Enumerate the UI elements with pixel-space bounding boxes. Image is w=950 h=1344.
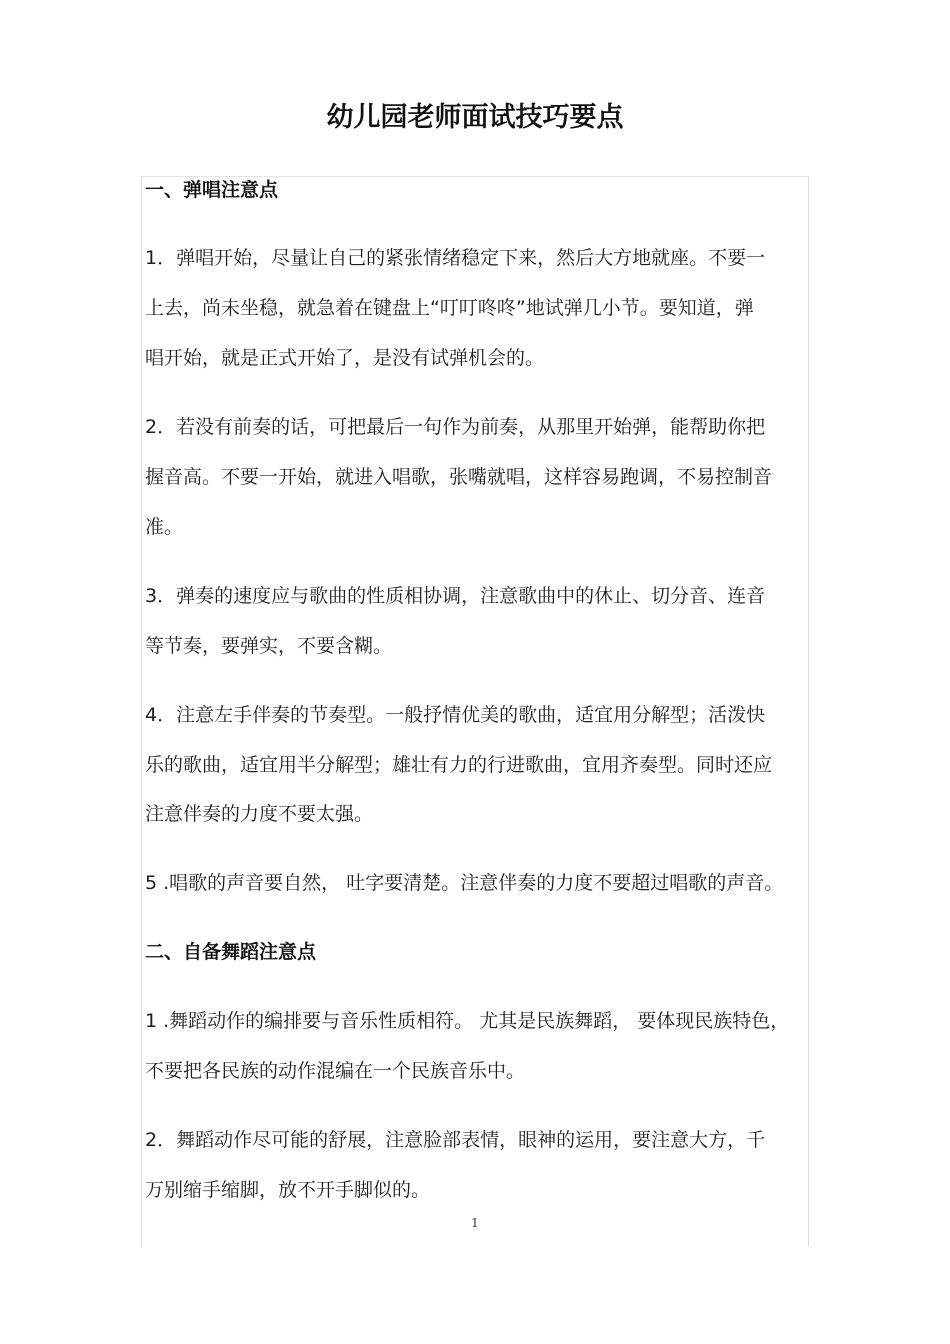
paragraph-line: 唱开始，就是正式开始了，是没有试弹机会的。	[145, 347, 545, 369]
paragraph-line: 乐的歌曲，适宜用半分解型；雄壮有力的行进歌曲，宜用齐奏型。同时还应	[145, 754, 773, 776]
paragraph-line: 握音高。不要一开始，就进入唱歌，张嘴就唱，这样容易跑调，不易控制音	[145, 466, 773, 488]
paragraph-line: 2．若没有前奏的话，可把最后一句作为前奏，从那里开始弹，能帮助你把	[145, 416, 766, 438]
paragraph-line: 2．舞蹈动作尽可能的舒展，注意脸部表情，眼神的运用，要注意大方，千	[145, 1129, 766, 1151]
paragraph-line: 3．弹奏的速度应与歌曲的性质相协调，注意歌曲中的休止、切分音、连音	[145, 585, 766, 607]
paragraph-line: 1．弹唱开始，尽量让自己的紧张情绪稳定下来，然后大方地就座。不要一	[145, 247, 766, 269]
document-title: 幼儿园老师面试技巧要点	[326, 102, 624, 133]
section-heading-dance: 二、自备舞蹈注意点	[145, 941, 317, 963]
paragraph-line: 等节奏，要弹实，不要含糊。	[145, 635, 393, 657]
paragraph-line: 4．注意左手伴奏的节奏型。一般抒情优美的歌曲，适宜用分解型；活泼快	[145, 704, 766, 726]
paragraph-line: 注意伴奏的力度不要太强。	[145, 803, 374, 825]
paragraph-line: 5 .唱歌的声音要自然， 吐字要清楚。注意伴奏的力度不要超过唱歌的声音。	[145, 872, 784, 894]
page-number: 1	[471, 1216, 479, 1230]
section-heading-singing: 一、弹唱注意点	[145, 179, 279, 201]
paragraph-line: 不要把各民族的动作混编在一个民族音乐中。	[145, 1060, 526, 1082]
paragraph-line: 上去，尚未坐稳，就急着在键盘上“叮叮咚咚”地试弹几小节。要知道，弹	[145, 297, 754, 319]
paragraph-line: 1 .舞蹈动作的编排要与音乐性质相符。 尤其是民族舞蹈， 要体现民族特色，	[145, 1010, 790, 1032]
paragraph-line: 准。	[145, 516, 184, 538]
paragraph-line: 万别缩手缩脚，放不开手脚似的。	[145, 1179, 431, 1201]
